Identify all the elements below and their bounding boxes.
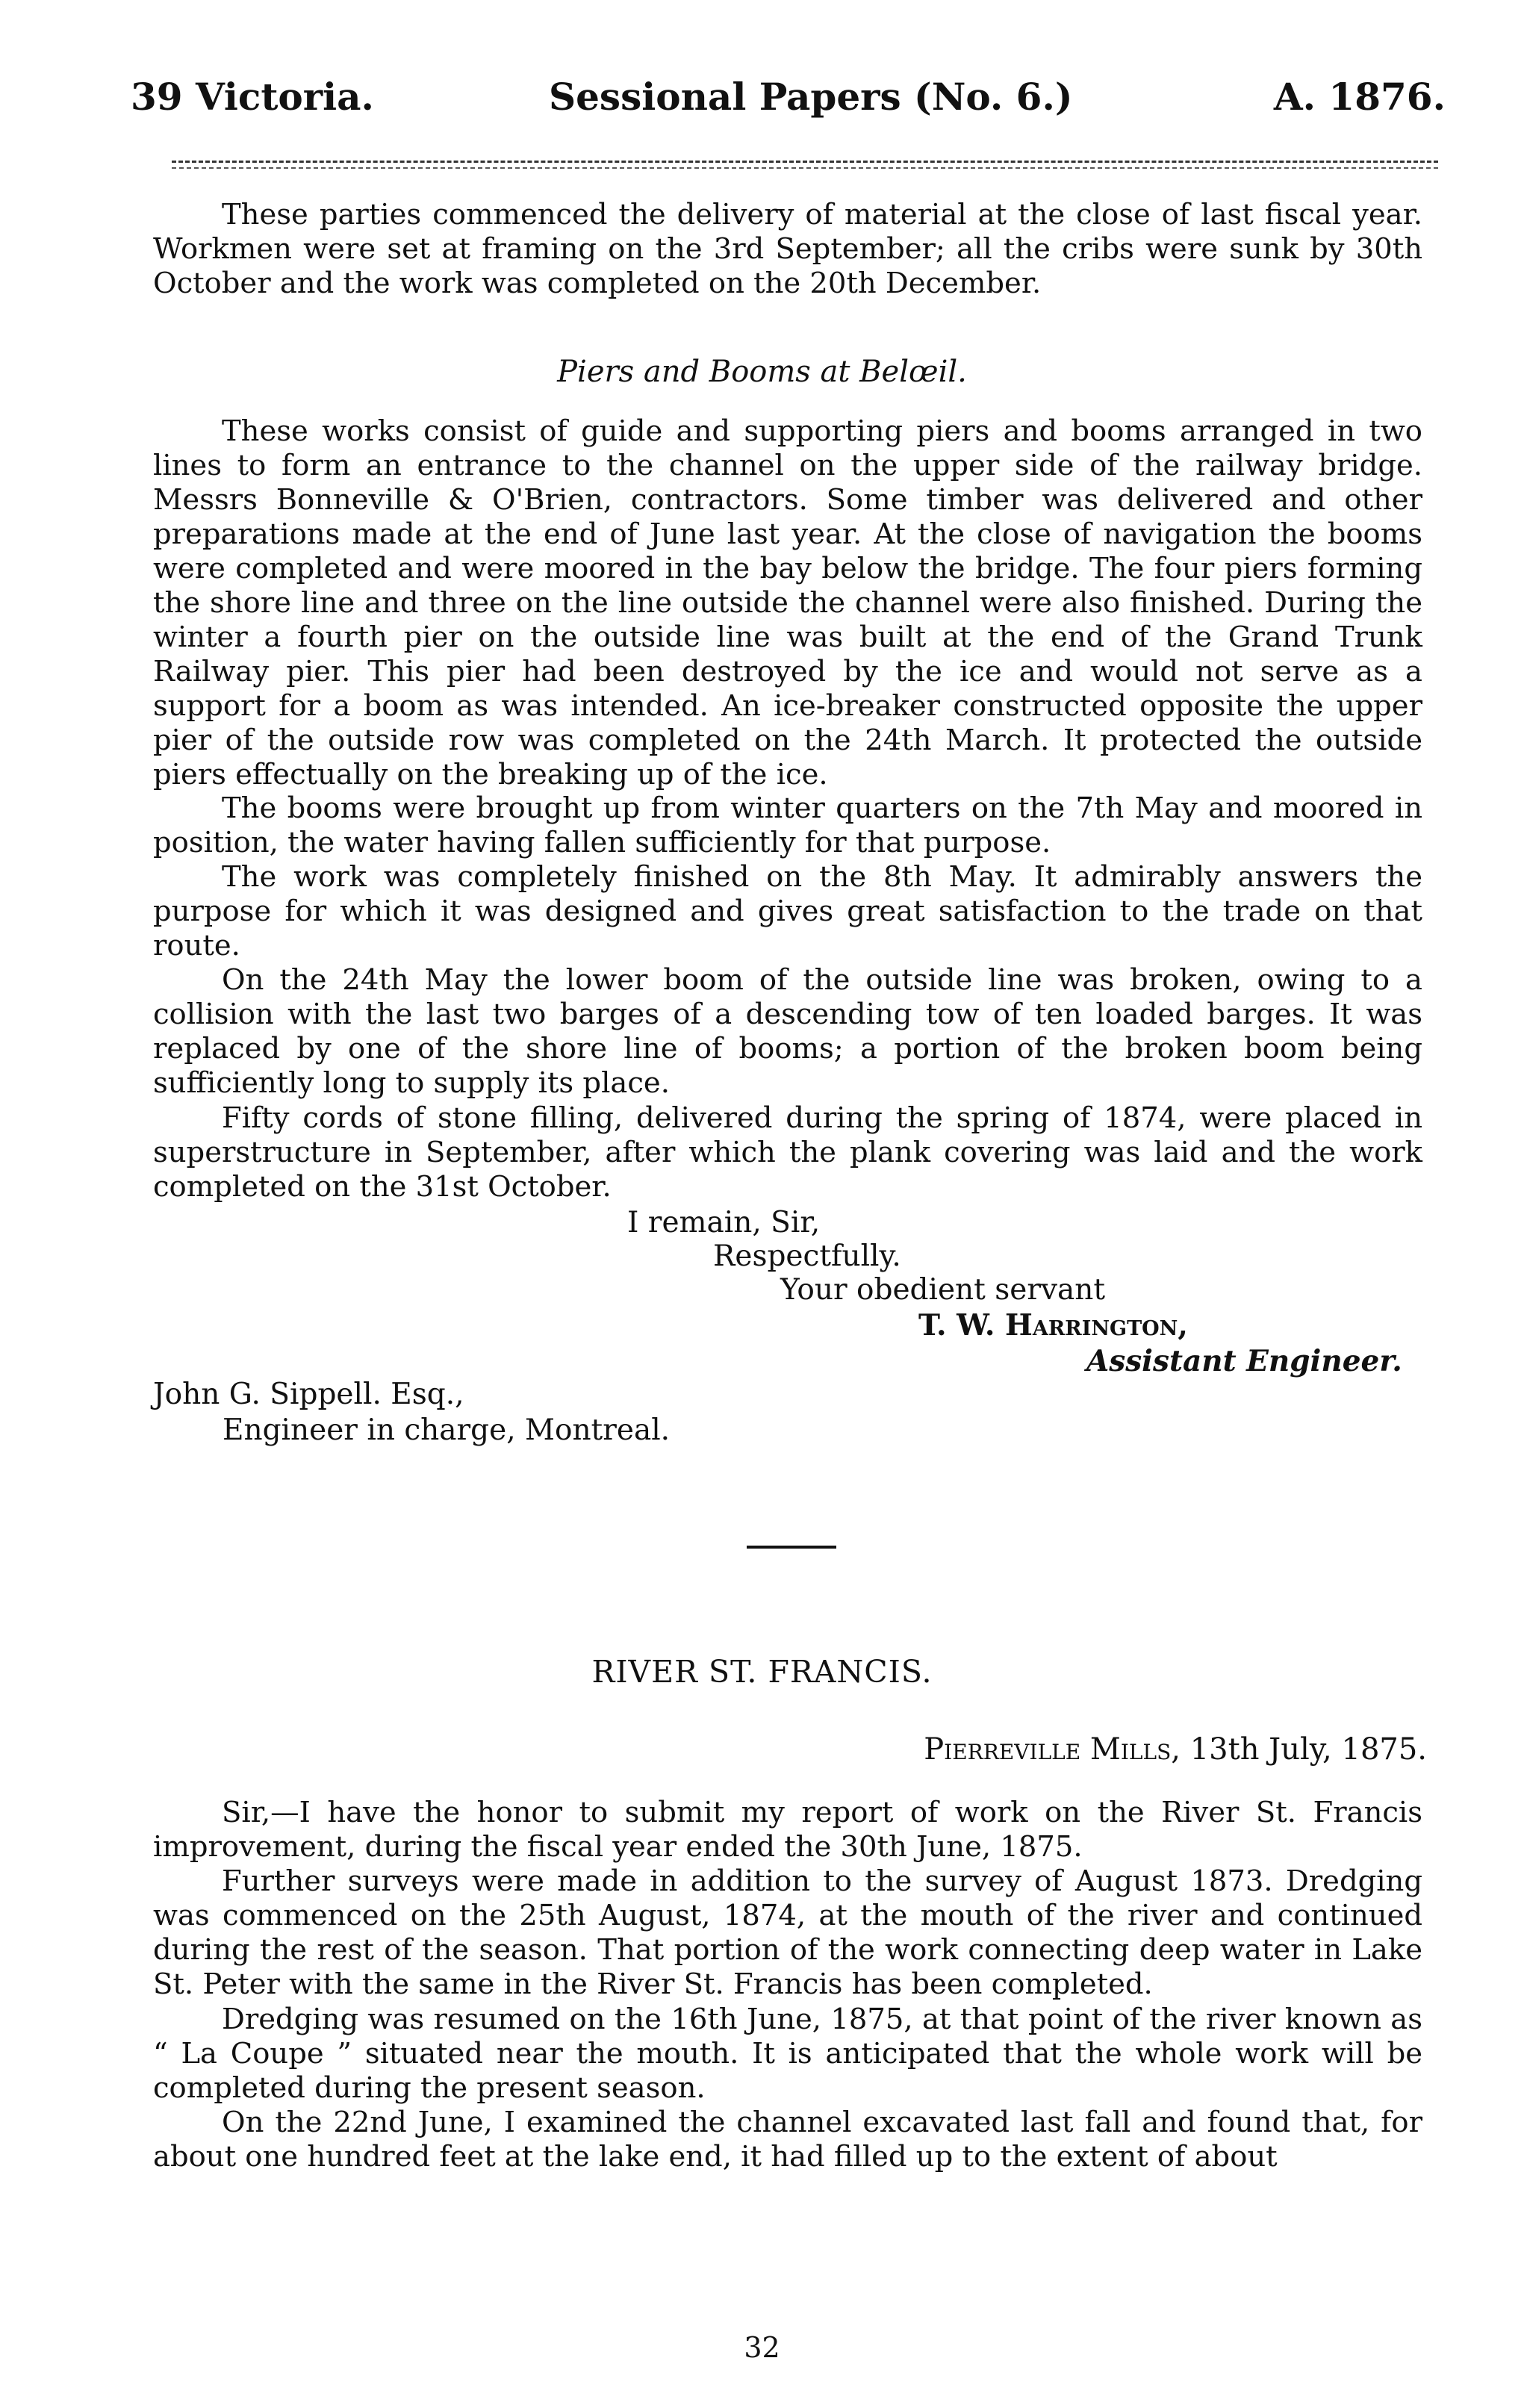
header-rule-secondary xyxy=(172,167,1438,169)
running-header xyxy=(131,75,1446,134)
dateline-place: Pierreville Mills, xyxy=(924,1732,1181,1767)
paragraph-work-finished: The work was completely finished on the 8th May. It admirably answers the purpose for which it was designed and gives great satisfaction to the trade on that route. xyxy=(153,860,1422,962)
closing-remain: I remain, Sir, xyxy=(627,1206,821,1239)
header-rule xyxy=(172,161,1438,163)
addressee-position: Engineer in charge, Montreal. xyxy=(223,1413,671,1447)
section-divider xyxy=(747,1546,836,1549)
header-title: Sessional Papers (No. 6.) xyxy=(549,75,1073,119)
section-title: RIVER ST. FRANCIS. xyxy=(591,1654,933,1690)
header-volume: 39 Victoria. xyxy=(131,75,374,119)
paragraph-stone-filling: Fifty cords of stone filling, delivered during the spring of 1874, were placed in superstructure in September, after which the plank covering was laid and the work completed on the 31st October. xyxy=(153,1101,1422,1204)
closing-servant: Your obedient servant xyxy=(780,1273,1106,1307)
paragraph-boom-broken: On the 24th May the lower boom of the outside line was broken, owing to a collision with the last two barges of a descending tow of ten loaded barges. It was replaced by one of the shore line of booms; a portion of the broken boom being sufficiently long to supply its place. xyxy=(153,963,1422,1100)
closing-respectfully: Respectfully. xyxy=(713,1239,901,1273)
header-year: A. 1876. xyxy=(1273,75,1446,119)
signer-name: T. W. Harrington, xyxy=(918,1308,1188,1343)
paragraph-channel-examined: On the 22nd June, I examined the channel excavated last fall and found that, for about one hundred feet at the lake end, it had filled up to the extent of about xyxy=(153,2106,1422,2174)
subheading-piers-booms: Piers and Booms at Belœil. xyxy=(557,355,967,389)
paragraph-delivery: These parties commenced the delivery of material at the close of last fiscal year. Workmen were set at framing on the 3rd September; all the cribs were sunk by 30th October and the work was completed on the 20th December. xyxy=(153,198,1422,300)
dateline-date: 13th July, 1875. xyxy=(1189,1732,1427,1767)
page-number: 32 xyxy=(744,2331,780,2364)
paragraph-booms-moored: The booms were brought up from winter quarters on the 7th May and moored in position, the water having fallen sufficiently for that purpose. xyxy=(153,791,1422,859)
paragraph-dredging-resumed: Dredging was resumed on the 16th June, 1875, at that point of the river known as “ La Coupe ” situated near the mouth. It is anticipated that the whole work will be completed during the present season. xyxy=(153,2003,1422,2105)
paragraph-report-intro: Sir,—I have the honor to submit my report of work on the River St. Francis improvement, during the fiscal year ended the 30th June, 1875. xyxy=(153,1796,1422,1864)
dateline xyxy=(924,1732,1427,1767)
signer-title: Assistant Engineer. xyxy=(1086,1344,1402,1378)
paragraph-surveys-dredging: Further surveys were made in addition to the survey of August 1873. Dredging was commenced on the 25th August, 1874, at the mouth of the river and continued during the rest of the season. That portion of the work connecting deep water in Lake St. Peter with the same in the River St. Francis has been completed. xyxy=(153,1864,1422,2001)
addressee-name: John G. Sippell. Esq., xyxy=(153,1378,464,1411)
paragraph-piers-description: These works consist of guide and supporting piers and booms arranged in two lines to form an entrance to the channel on the upper side of the railway bridge. Messrs Bonneville & O'Brien, contractors. Some timber was delivered and other preparations made at the end of June last year. At the close of navigation the booms were completed and were moored in the bay below the bridge. The four piers forming the shore line and three on the line outside the channel were also finished. During the winter a fourth pier on the outside line was built at the end of the Grand Trunk Railway pier. This pier had been destroyed by the ice and would not serve as a support for a boom as was intended. An ice-breaker constructed opposite the upper pier of the outside row was completed on the 24th March. It protected the outside piers effectually on the breaking up of the ice. xyxy=(153,414,1422,791)
